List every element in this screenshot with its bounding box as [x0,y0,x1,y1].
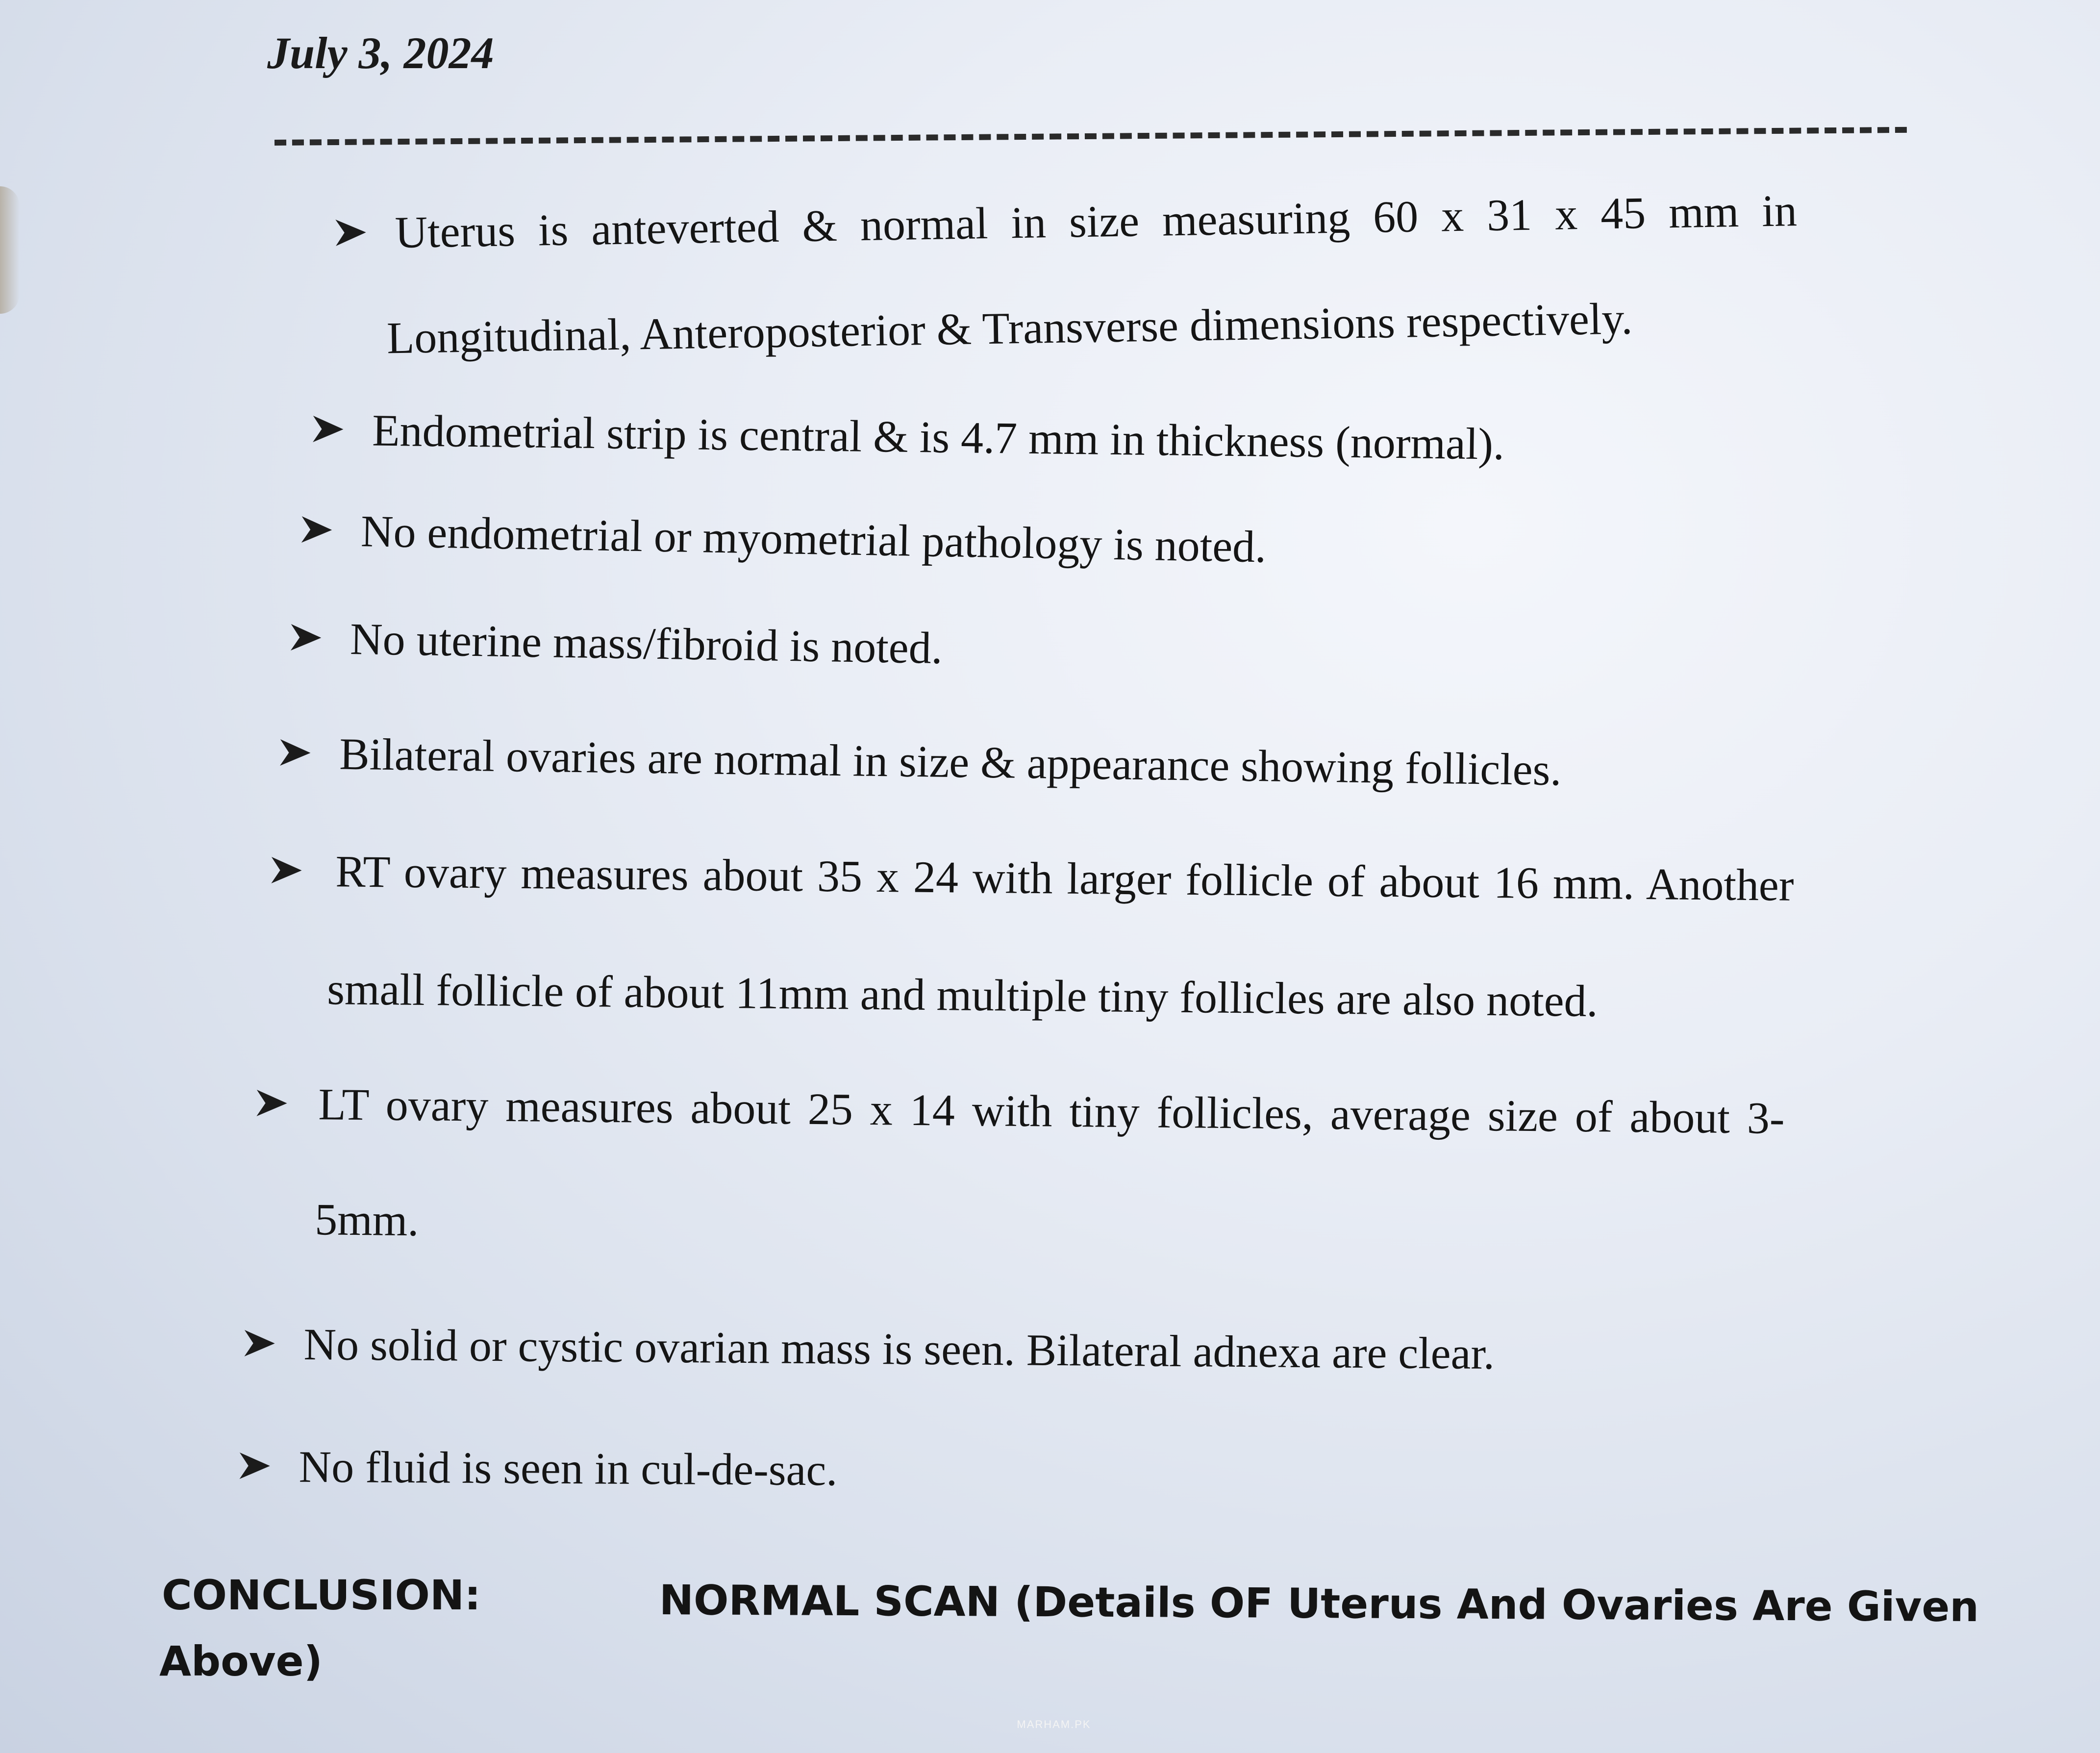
finding-text: RT ovary measures about 35 x 24 with larger follicle of about 16 mm. Another [335,846,1794,910]
watermark: MARHAM.PK [1017,1718,1091,1730]
finding-text-continued: 5mm. [314,1194,419,1246]
finding-uterus [333,185,1953,373]
finding-text-continued: small follicle of about 11mm and multiple tiny follicles are also noted. [326,964,1599,1027]
finding-text-continued: Longitudinal, Anteroposterior & Transverse dimensions respectively. [386,293,1633,363]
arrowhead-bullet-icon [333,215,368,250]
finding-text: Uterus is anteverted & normal in size measuring 60 x 31 x 45 mm in [394,185,1798,258]
finding-text: LT ovary measures about 25 x 14 with tiny follicles, average size of about 3- [318,1079,1785,1143]
arrowhead-bullet-icon [254,1086,289,1121]
finding-text: No fluid is seen in cul-de-sac. [299,1441,838,1495]
arrowhead-bullet-icon [269,853,304,888]
conclusion-text-continued: Above) [159,1637,323,1685]
arrowhead-bullet-icon [311,412,346,447]
report-date: July 3, 2024 [267,28,494,78]
finding-text: Endometrial strip is central & is 4.7 mm in thickness (normal). [372,405,1505,469]
conclusion-text: NORMAL SCAN (Details OF Uterus And Ovaries Are Given [659,1576,1979,1631]
finding-text: No solid or cystic ovarian mass is seen. Bilateral adnexa are clear. [303,1319,1495,1379]
conclusion-label: CONCLUSION: [162,1571,481,1619]
arrowhead-bullet-icon [278,735,313,770]
arrowhead-bullet-icon [300,512,334,547]
finding-text: No uterine mass/fibroid is noted. [350,613,943,673]
finding-text: Bilateral ovaries are normal in size & appearance showing follicles. [339,728,1562,795]
arrowhead-bullet-icon [242,1326,277,1361]
arrowhead-bullet-icon [238,1449,272,1483]
finding-text: No endometrial or myometrial pathology is noted. [360,506,1267,572]
arrowhead-bullet-icon [289,620,324,655]
